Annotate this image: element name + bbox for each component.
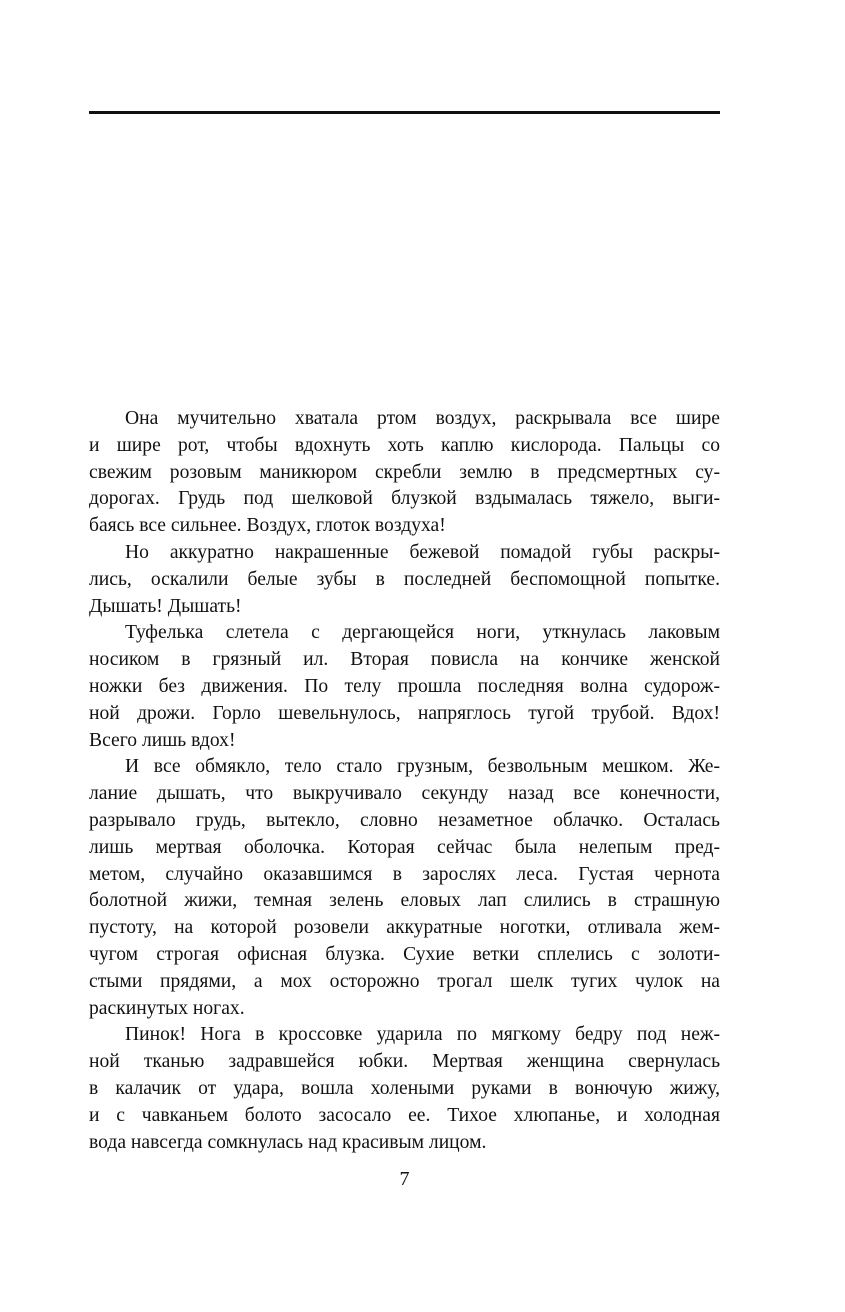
text-line: Дышать! Дышать!: [89, 595, 242, 617]
text-line: Но аккуратно накрашенные бежевой помадой губы раскры-: [125, 541, 720, 563]
header-rule: [89, 111, 720, 114]
text-line: пустоту, на которой розовели аккуратные ноготки, отливала жем-: [89, 917, 720, 939]
text-line: и с чавканьем болото засосало ее. Тихое хлюпанье, и холодная: [89, 1104, 720, 1126]
text-line: баясь все сильнее. Воздух, глоток воздуха!: [89, 515, 446, 537]
text-line: разрывало грудь, вытекло, словно незаметное облачко. Осталась: [89, 809, 720, 831]
text-line: Пинок! Нога в кроссовке ударила по мягкому бедру под неж-: [125, 1024, 720, 1046]
text-line: и шире рот, чтобы вдохнуть хоть каплю кислорода. Пальцы со: [89, 434, 720, 456]
text-line: ной дрожи. Горло шевельнулось, напряглось тугой трубой. Вдох!: [89, 702, 720, 724]
text-line: Она мучительно хватала ртом воздух, раскрывала все шире: [125, 408, 720, 429]
text-line: стыми прядями, а мох осторожно трогал шелк тугих чулок на: [89, 970, 720, 992]
paragraph: [89, 754, 720, 1022]
paragraph: [89, 620, 720, 754]
text-line: ножки без движения. По телу прошла последняя волна судорож-: [89, 675, 720, 697]
text-line: метом, случайно оказавшимся в зарослях леса. Густая чернота: [89, 863, 720, 885]
text-line: носиком в грязный ил. Вторая повисла на кончике женской: [89, 649, 720, 671]
paragraph: [89, 406, 720, 540]
text-line: дорогах. Грудь под шелковой блузкой вздымалась тяжело, выги-: [89, 488, 720, 510]
body-text: [89, 406, 720, 1156]
text-line: в калачик от удара, вошла холеными руками в вонючую жижу,: [89, 1077, 720, 1099]
page-number: 7: [399, 1168, 410, 1190]
text-line: Всего лишь вдох!: [89, 729, 236, 751]
text-line: раскинутых ногах.: [89, 997, 245, 1019]
text-line: И все обмякло, тело стало грузным, безвольным мешком. Же-: [125, 756, 720, 778]
text-line: ной тканью задравшейся юбки. Мертвая женщина свернулась: [89, 1051, 720, 1073]
text-line: болотной жижи, темная зелень еловых лап слились в страшную: [89, 890, 720, 912]
text-line: вода навсегда сомкнулась над красивым лицом.: [89, 1131, 487, 1153]
text-line: Туфелька слетела с дергающейся ноги, уткнулась лаковым: [125, 622, 720, 644]
paragraph: [89, 540, 720, 620]
text-line: лись, оскалили белые зубы в последней беспомощной попытке.: [89, 568, 720, 590]
text-line: чугом строгая офисная блузка. Сухие ветки сплелись с золоти-: [89, 943, 720, 965]
text-line: свежим розовым маникюром скребли землю в предсмертных су-: [89, 461, 720, 483]
paragraph: [89, 1022, 720, 1156]
text-line: лишь мертвая оболочка. Которая сейчас была нелепым пред-: [89, 836, 720, 858]
text-line: лание дышать, что выкручивало секунду назад все конечности,: [89, 783, 720, 805]
